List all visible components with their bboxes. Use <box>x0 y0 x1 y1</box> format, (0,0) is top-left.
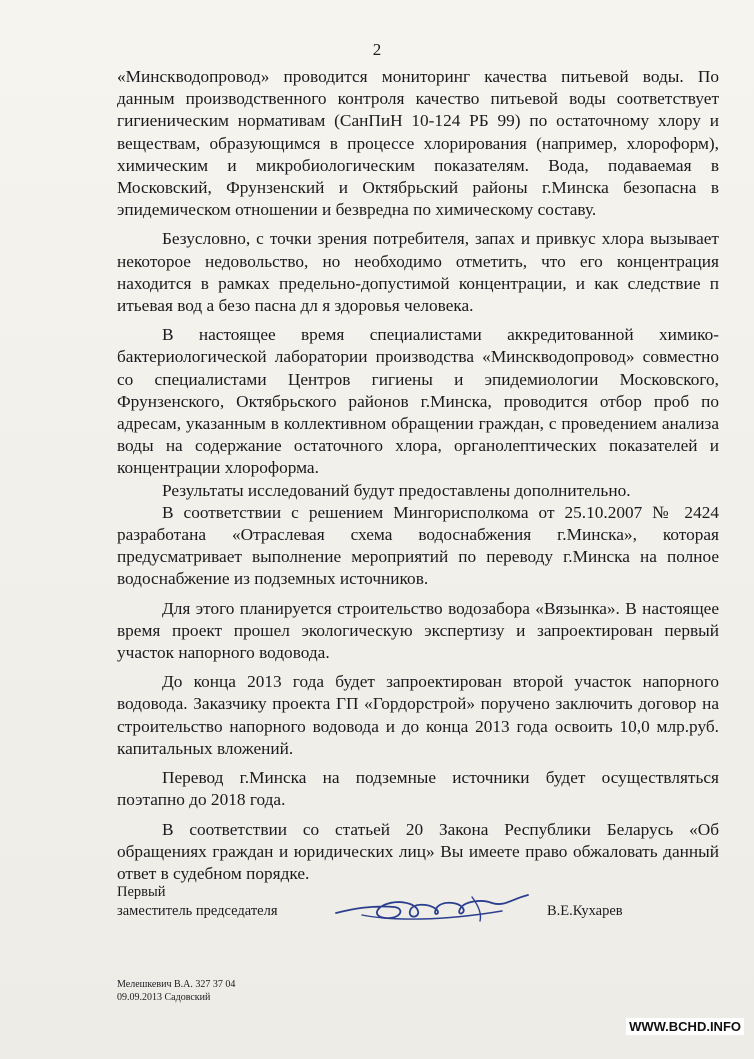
letter-body <box>117 66 719 885</box>
paragraph-water-supply-scheme: В соответствии с решением Мингорисполкома от 25.10.2007 № 2424 разработана «Отраслевая схема водоснабжения г.Минска», которая предусматривает выполнение мероприятий по переводу г.Минска на полное водоснабжение из подземных источников. <box>117 502 719 589</box>
paragraph-appeal-right: В соответствии со статьей 20 Закона Республики Беларусь «Об обращениях граждан и юридических лиц» Вы имеете право обжаловать данный ответ в судебном порядке. <box>117 819 719 883</box>
paragraph-sampling: В настоящее время специалистами аккредитованной химико-бактериологической лаборатории производства «Минскводопровод» совместно со специалистами Центров гигиены и эпидемиологии Московского, Фрунзенского, Октябрьского районов г.Минска, проводится отбор проб по адресам, указанным в коллективном обращении граждан, с проведением анализа воды на содержание остаточного хлора, органолептических показателей и концентрации хлороформа. <box>117 325 719 478</box>
executor-line: Мелешкевич В.А. 327 37 04 <box>117 979 236 990</box>
paragraph-second-section: До конца 2013 года будет запроектирован второй участок напорного водовода. Заказчику проекта ГП «Гордорстрой» поручено заключить договор на строительство напорного водовода и до конца 2013 года освоить 10,0 млр.руб. капитальных вложений. <box>117 672 719 758</box>
handwritten-signature-icon <box>332 891 537 927</box>
page-number: 2 <box>372 40 382 59</box>
paragraph-vyazynka: Для этого планируется строительство водозабора «Вязынка». В настоящее время проект прошел экологическую экспертизу и запроектирован первый участок напорного водовода. <box>117 598 719 663</box>
paragraph-chlorine-smell: Безусловно, с точки зрения потребителя, запах и привкус хлора вызывает некоторое недовольство, но необходимо отметить, что его концентрация находится в рамках предельно-допустимой концентрации, и как следствие п итьевая вод а безо пасна дл я здоровья человека. <box>117 229 719 316</box>
paragraph-monitoring: «Минскводопровод» проводится мониторинг качества питьевой воды. По данным производственного контроля качество питьевой воды соответствует гигиеническим нормативам (СанПиН 10-124 РБ 99) по остаточному хлору и веществам, образующимся в процессе хлорирования (например, хлороформ), химическим и микробиологическим показателям. Вода, подаваемая в Московский, Фрунзенский и Октябрьский районы г.Минска безопасна в эпидемическом отношении и безвредна по химическому составу. <box>117 67 719 220</box>
paragraph-results: Результаты исследований будут предоставлены дополнительно. <box>162 480 631 500</box>
signer-title-line2: заместитель председателя <box>117 903 278 919</box>
site-watermark: WWW.BCHD.INFO <box>626 1018 744 1035</box>
signer-title-line1: Первый <box>117 884 166 900</box>
signer-name: В.Е.Кухарев <box>547 903 623 919</box>
date-line: 09.09.2013 Садовский <box>117 992 211 1003</box>
paragraph-transition: Перевод г.Минска на подземные источники будет осуществляться поэтапно до 2018 года. <box>117 768 719 810</box>
signature-block <box>117 883 727 921</box>
executor-info <box>117 978 235 1004</box>
